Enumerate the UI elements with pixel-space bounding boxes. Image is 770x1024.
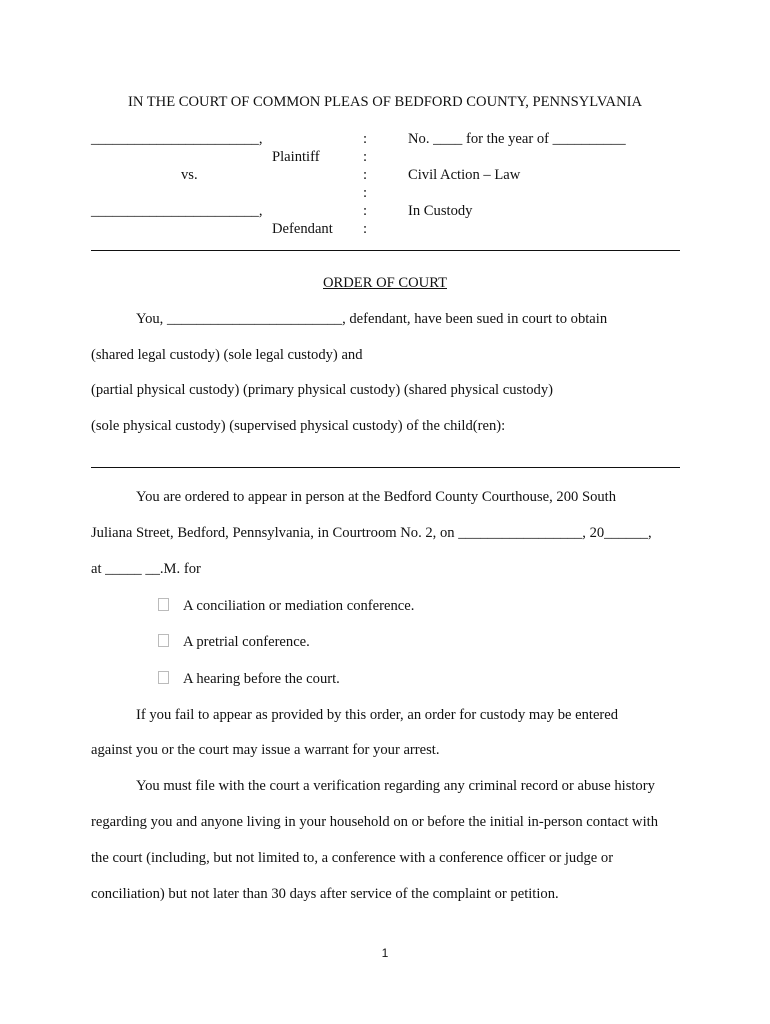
- court-title: IN THE COURT OF COMMON PLEAS OF BEDFORD COUNTY, PENNSYLVANIA: [127, 94, 643, 110]
- option-label: A hearing before the court.: [183, 671, 340, 687]
- order-heading: ORDER OF COURT: [323, 275, 447, 291]
- caption-colon: :: [363, 131, 368, 147]
- checkbox-icon: [158, 634, 169, 647]
- caption-divider: [91, 250, 680, 251]
- appearance-line: You are ordered to appear in person at the Bedford County Courthouse, 200 South: [136, 489, 617, 505]
- option-label: A conciliation or mediation conference.: [183, 598, 415, 614]
- option-pretrial: [158, 633, 310, 651]
- verification-paragraph-line: You must file with the court a verification regarding any criminal record or abuse history: [136, 778, 655, 794]
- caption-colon: :: [363, 167, 368, 183]
- failure-paragraph-line: against you or the court may issue a warrant for your arrest.: [91, 742, 440, 758]
- case-number: No. ____ for the year of __________: [408, 131, 626, 147]
- verification-paragraph-line: conciliation) but not later than 30 days after service of the complaint or petition.: [91, 886, 559, 902]
- plaintiff-label: Plaintiff: [272, 149, 320, 165]
- option-label: A pretrial conference.: [183, 634, 310, 650]
- checkbox-icon: [158, 598, 169, 611]
- caption-colon: :: [363, 149, 368, 165]
- option-conciliation: [158, 597, 414, 615]
- page-number: 1: [381, 946, 389, 960]
- action-type: Civil Action – Law: [408, 167, 521, 183]
- option-hearing: [158, 670, 340, 688]
- appearance-line: at _____ __.M. for: [91, 561, 201, 577]
- caption-colon: :: [363, 185, 368, 201]
- defendant-name-blank: _______________________,: [91, 203, 263, 219]
- failure-paragraph-line: If you fail to appear as provided by this order, an order for custody may be entered: [136, 707, 619, 723]
- caption-colon: :: [363, 221, 368, 237]
- defendant-label: Defendant: [272, 221, 333, 237]
- checkbox-icon: [158, 671, 169, 684]
- custody-types-line: (partial physical custody) (primary physical custody) (shared physical custody): [91, 382, 554, 398]
- custody-types-line: (sole physical custody) (supervised physical custody) of the child(ren):: [91, 418, 506, 434]
- appearance-line: Juliana Street, Bedford, Pennsylvania, in Courtroom No. 2, on _________________, 20______,: [91, 525, 652, 541]
- children-names-line: [91, 467, 680, 468]
- verification-paragraph-line: the court (including, but not limited to, a conference with a conference officer or judge or: [91, 850, 614, 866]
- plaintiff-name-blank: _______________________,: [91, 131, 263, 147]
- custody-status: In Custody: [408, 203, 473, 219]
- caption-colon: :: [363, 203, 368, 219]
- sued-paragraph-line: You, ________________________, defendant, have been sued in court to obtain: [136, 311, 608, 327]
- custody-types-line: (shared legal custody) (sole legal custody) and: [91, 347, 363, 363]
- vs-label: vs.: [181, 167, 198, 183]
- verification-paragraph-line: regarding you and anyone living in your household on or before the initial in-person contact with: [91, 814, 658, 830]
